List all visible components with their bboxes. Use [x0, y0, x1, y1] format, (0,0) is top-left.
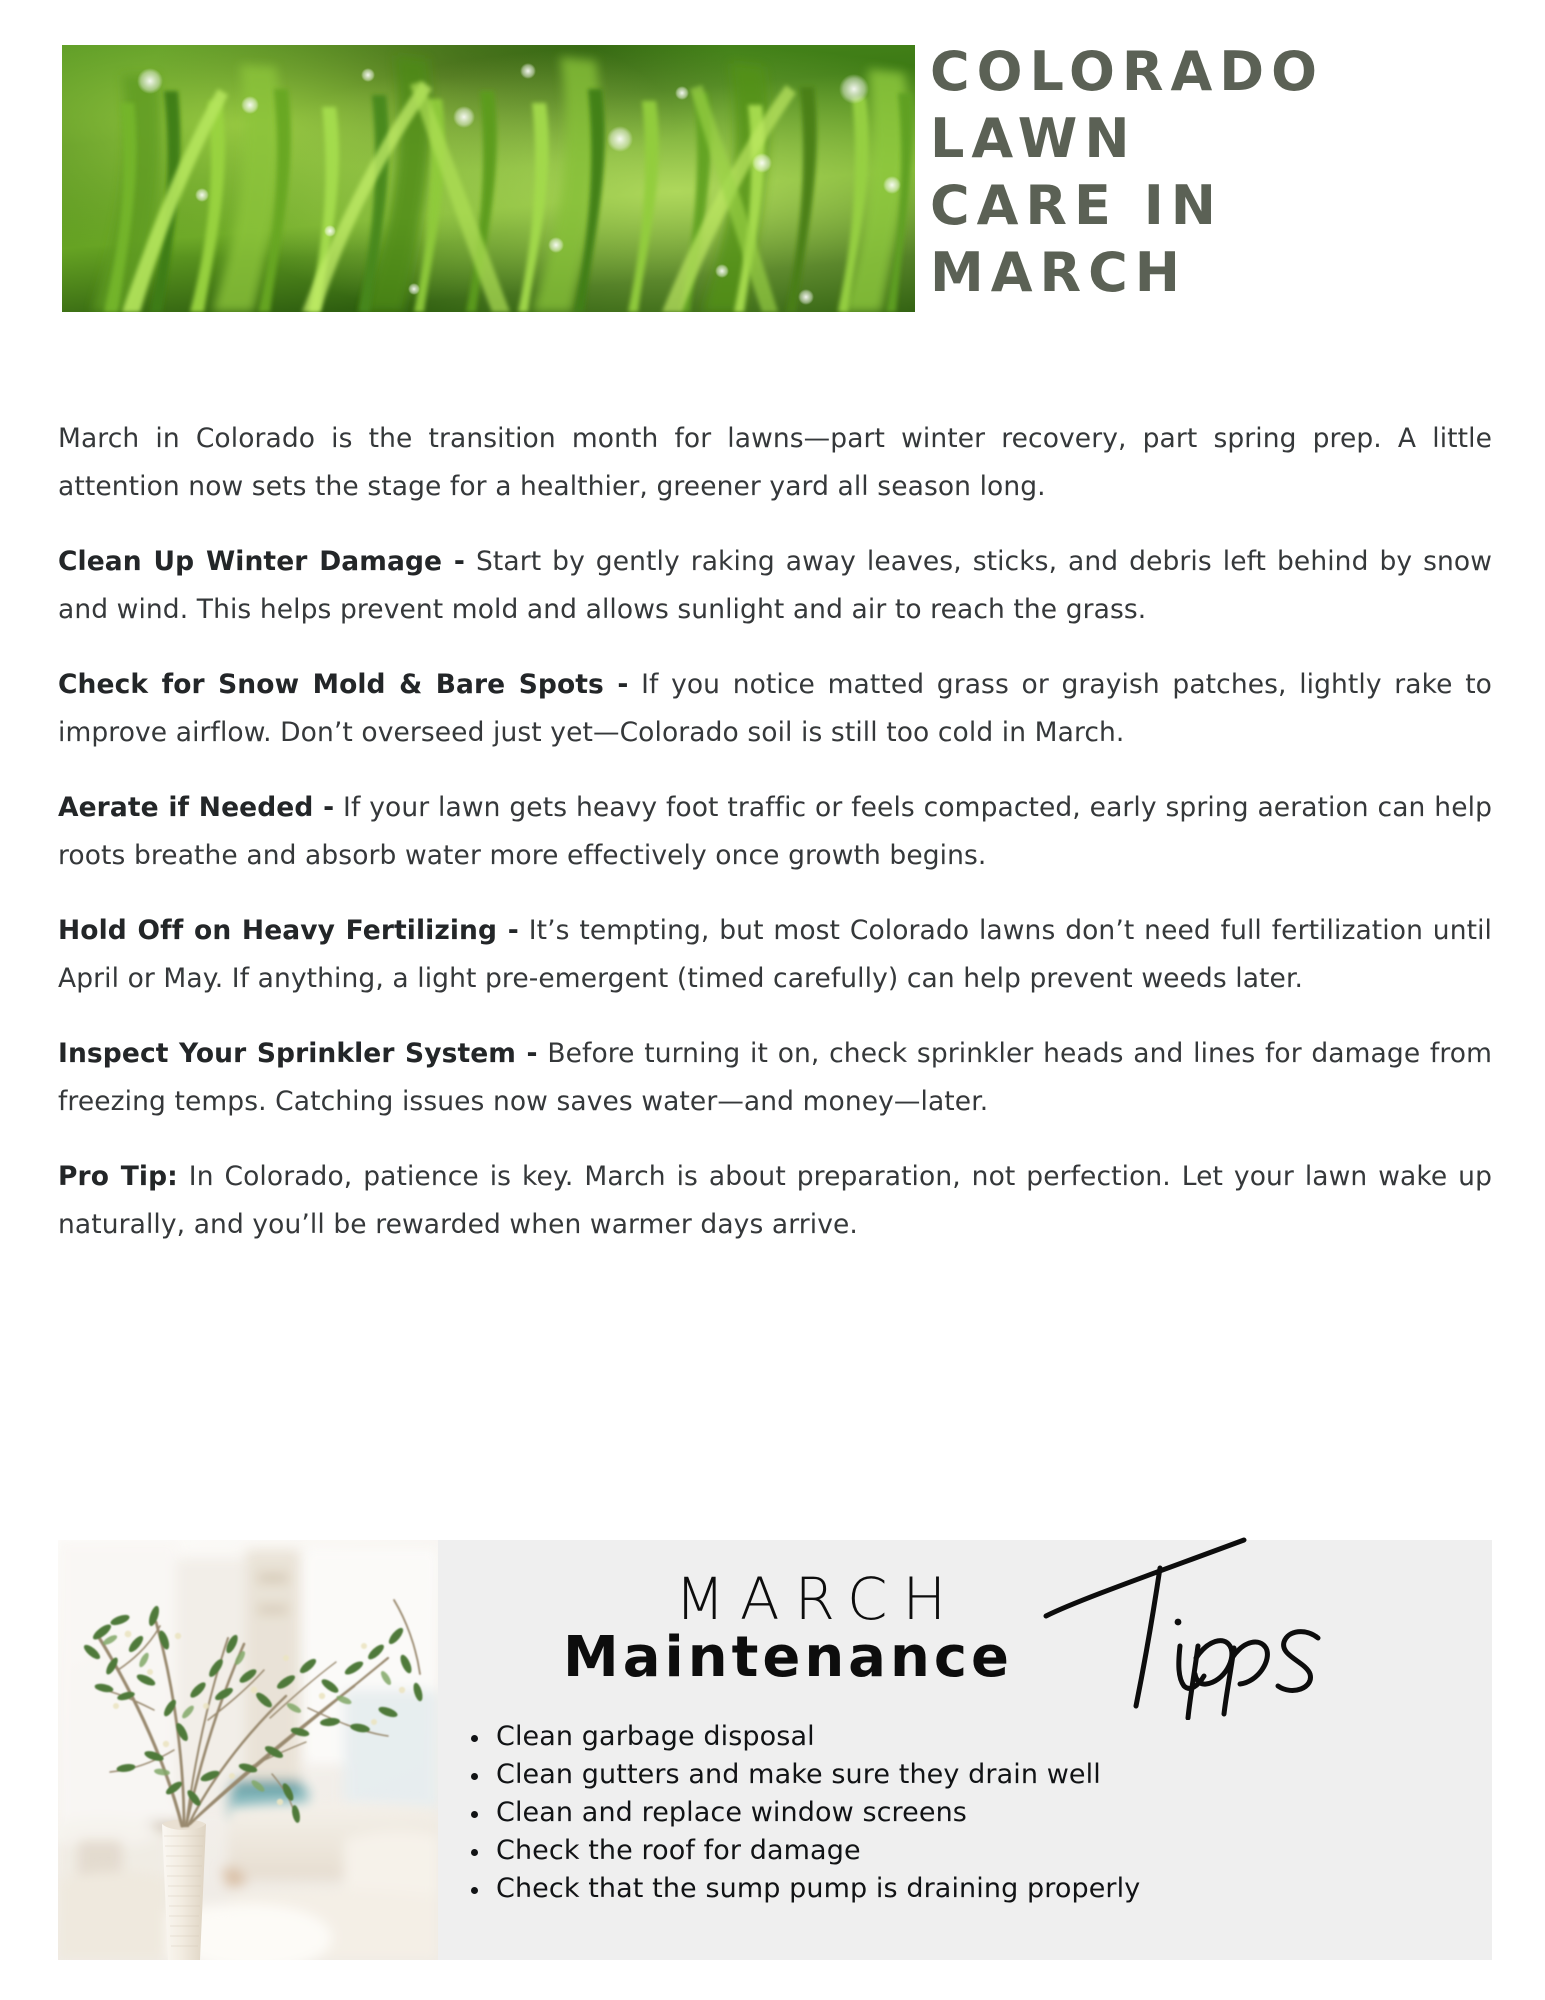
title-line-4: MARCH — [930, 241, 1187, 304]
list-item — [438, 1832, 1492, 1870]
wordmark-march: MARCH — [674, 1565, 962, 1633]
section-text: In Colorado, patience is key. March is about preparation, not perfection. Let your lawn wake up naturally, and you’ll be rewarded when warmer days arrive. — [58, 1161, 1492, 1240]
wordmark-maintenance: Maintenance — [562, 1625, 1014, 1690]
list-item — [438, 1756, 1492, 1794]
section-paragraph — [58, 784, 1492, 880]
section-text: If you notice matted grass or grayish patches, lightly rake to improve airflow. Don’t overseed just yet—Colorado soil is still too cold in March. — [58, 669, 1492, 748]
list-item — [438, 1794, 1492, 1832]
page-title — [930, 38, 1450, 306]
section-heading: Inspect Your Sprinkler System - — [58, 1038, 538, 1069]
section-text: If your lawn gets heavy foot traffic or feels compacted, early spring aeration can help roots breathe and absorb water more effectively once growth begins. — [58, 792, 1492, 871]
list-item-label: Check that the sump pump is draining properly — [496, 1873, 1141, 1904]
grass-closeup-photo — [62, 45, 915, 312]
olive-branches-in-vase-photo — [58, 1540, 438, 1960]
list-item-label: Clean garbage disposal — [496, 1721, 815, 1752]
section-paragraph — [58, 538, 1492, 634]
bullet-icon — [471, 1849, 478, 1856]
section-heading: Pro Tip: — [58, 1161, 178, 1192]
grass-photo-illustration — [62, 45, 915, 312]
list-item-label: Clean and replace window screens — [496, 1797, 967, 1828]
section-heading: Hold Off on Heavy Fertilizing - — [58, 915, 519, 946]
title-line-1: COLORADO — [930, 40, 1325, 103]
bullet-icon — [471, 1887, 478, 1894]
bullet-icon — [471, 1811, 478, 1818]
list-item-label: Clean gutters and make sure they drain well — [496, 1759, 1101, 1790]
section-text: Before turning it on, check sprinkler heads and lines for damage from freezing temps. Catching issues now saves water—and money—later. — [58, 1038, 1492, 1117]
section-text: Start by gently raking away leaves, sticks, and debris left behind by snow and wind. This helps prevent mold and allows sunlight and air to reach the grass. — [58, 546, 1493, 625]
title-line-3: CARE IN — [930, 174, 1223, 237]
section-heading: Aerate if Needed - — [58, 792, 335, 823]
bullet-icon — [471, 1773, 478, 1780]
bullet-icon — [471, 1735, 478, 1742]
list-item-label: Check the roof for damage — [496, 1835, 861, 1866]
tips-wordmark — [438, 1558, 1492, 1708]
section-text: It’s tempting, but most Colorado lawns don’t need full fertilization until April or May. If anything, a light pre-emergent (timed carefully) can help prevent weeds later. — [58, 915, 1493, 994]
list-item — [438, 1718, 1492, 1756]
intro-paragraph: March in Colorado is the transition month for lawns—part winter recovery, part spring prep. A little attention now sets the stage for a healthier, greener yard all season long. — [58, 423, 1492, 502]
section-heading: Clean Up Winter Damage - — [58, 546, 465, 577]
article-body — [58, 415, 1492, 1249]
document-header — [0, 0, 1545, 320]
section-paragraph — [58, 1153, 1492, 1249]
white-vase — [162, 1820, 206, 1961]
section-paragraph — [58, 1030, 1492, 1126]
plant-photo-illustration — [58, 1540, 438, 1960]
title-line-2: LAWN — [930, 107, 1137, 170]
list-item — [438, 1870, 1492, 1908]
section-paragraph — [58, 661, 1492, 757]
section-paragraph — [58, 907, 1492, 1003]
maintenance-tips-list — [438, 1718, 1492, 1908]
tips-content-area — [438, 1540, 1492, 1960]
section-heading: Check for Snow Mold & Bare Spots - — [58, 669, 629, 700]
